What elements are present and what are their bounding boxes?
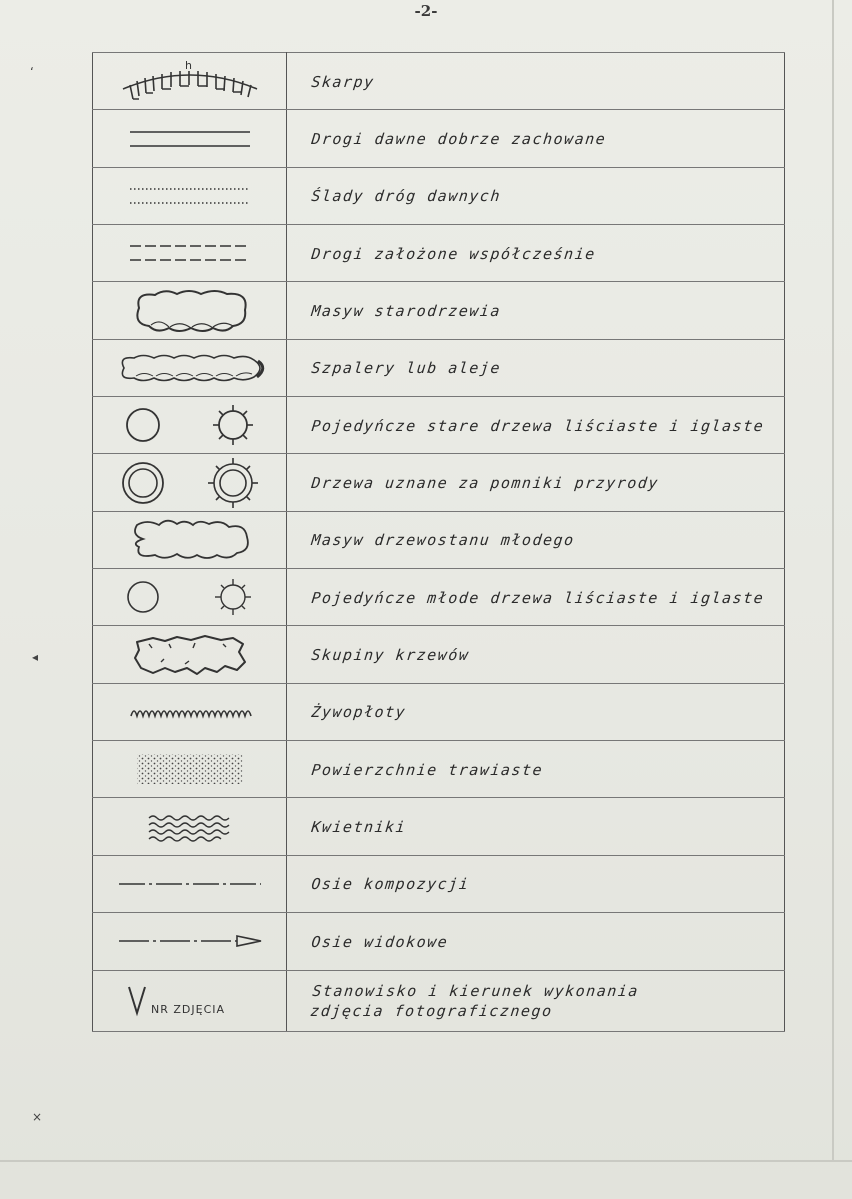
legend-table (92, 52, 785, 1032)
description-cell: Powierzchnie trawiaste (283, 741, 787, 798)
symbol-cell (93, 683, 287, 740)
single-young-trees-symbol (115, 574, 265, 620)
symbol-cell (93, 855, 287, 912)
symbol-cell (93, 626, 287, 683)
hedges-symbol (125, 702, 255, 722)
description-cell: Ślady dróg dawnych (283, 167, 787, 224)
description-cell: Drogi dawne dobrze zachowane (283, 110, 787, 167)
legend-row (93, 970, 785, 1032)
symbol-cell (93, 569, 287, 626)
legend-row (93, 454, 785, 511)
skarpy-symbol (115, 59, 265, 103)
legend-row (93, 167, 785, 224)
symbol-cell (93, 225, 287, 282)
description-cell: Stanowisko i kierunek wykonania zdjęcia fotograficznego (283, 970, 787, 1032)
description-cell: Pojedyńcze młode drzewa liściaste i iglaste (283, 569, 787, 626)
legend-row (93, 511, 785, 568)
skarpy-height-label: h (184, 59, 192, 73)
legend-row (93, 110, 785, 167)
description-cell: Skupiny krzewów (283, 626, 787, 683)
description-cell: Żywopłoty (283, 683, 787, 740)
page-edge-bottom (0, 1160, 852, 1162)
view-axes-symbol (115, 932, 265, 950)
symbol-cell (93, 397, 287, 454)
legend-row (93, 339, 785, 396)
margin-mark: ‘ (30, 65, 34, 79)
symbol-cell (93, 53, 287, 110)
description-cell: Osie kompozycji (283, 855, 787, 912)
description-cell: Szpalery lub aleje (283, 339, 787, 396)
symbol-cell (93, 167, 287, 224)
margin-mark: ◂ (32, 650, 39, 664)
page-number: -2- (414, 2, 438, 20)
symbol-cell (93, 339, 287, 396)
photo-station-symbol (115, 981, 265, 1021)
symbol-cell (93, 970, 287, 1032)
description-cell: Kwietniki (283, 798, 787, 855)
description-cell: Masyw drzewostanu młodego (283, 511, 787, 568)
young-tree-mass-symbol (125, 517, 255, 563)
legend-row (93, 855, 785, 912)
legend-row (93, 798, 785, 855)
legend-row (93, 626, 785, 683)
double-dotted-line-symbol (125, 184, 255, 208)
symbol-cell (93, 454, 287, 511)
double-solid-line-symbol (125, 127, 255, 151)
composition-axes-symbol (115, 877, 265, 891)
photo-number-label: NR ZDJĘCIA (150, 1002, 225, 1016)
legend-row (93, 741, 785, 798)
symbol-cell (93, 110, 287, 167)
tree-row-symbol (110, 351, 270, 385)
description-cell: Masyw starodrzewia (283, 282, 787, 339)
legend-row (93, 282, 785, 339)
legend-row (93, 53, 785, 110)
shrub-groups-symbol (125, 632, 255, 678)
symbol-cell (93, 511, 287, 568)
legend-row (93, 225, 785, 282)
description-cell: Pojedyńcze stare drzewa liściaste i iglaste (283, 397, 787, 454)
flowerbeds-symbol (145, 812, 235, 842)
page-edge-right (832, 0, 834, 1160)
double-dashed-line-symbol (125, 241, 255, 265)
monument-trees-symbol (115, 457, 265, 509)
description-cell: Drzewa uznane za pomniki przyrody (283, 454, 787, 511)
legend-row (93, 683, 785, 740)
symbol-cell (93, 741, 287, 798)
symbol-cell (93, 798, 287, 855)
description-cell: Osie widokowe (283, 913, 787, 970)
old-tree-mass-symbol (125, 288, 255, 334)
description-cell: Skarpy (283, 53, 787, 110)
description-cell: Drogi założone współcześnie (283, 225, 787, 282)
single-old-trees-symbol (115, 402, 265, 448)
margin-mark: × (32, 1110, 43, 1124)
symbol-cell (93, 282, 287, 339)
legend-row (93, 397, 785, 454)
legend-row (93, 569, 785, 626)
symbol-cell (93, 913, 287, 970)
legend-row (93, 913, 785, 970)
grass-areas-symbol (135, 752, 245, 786)
